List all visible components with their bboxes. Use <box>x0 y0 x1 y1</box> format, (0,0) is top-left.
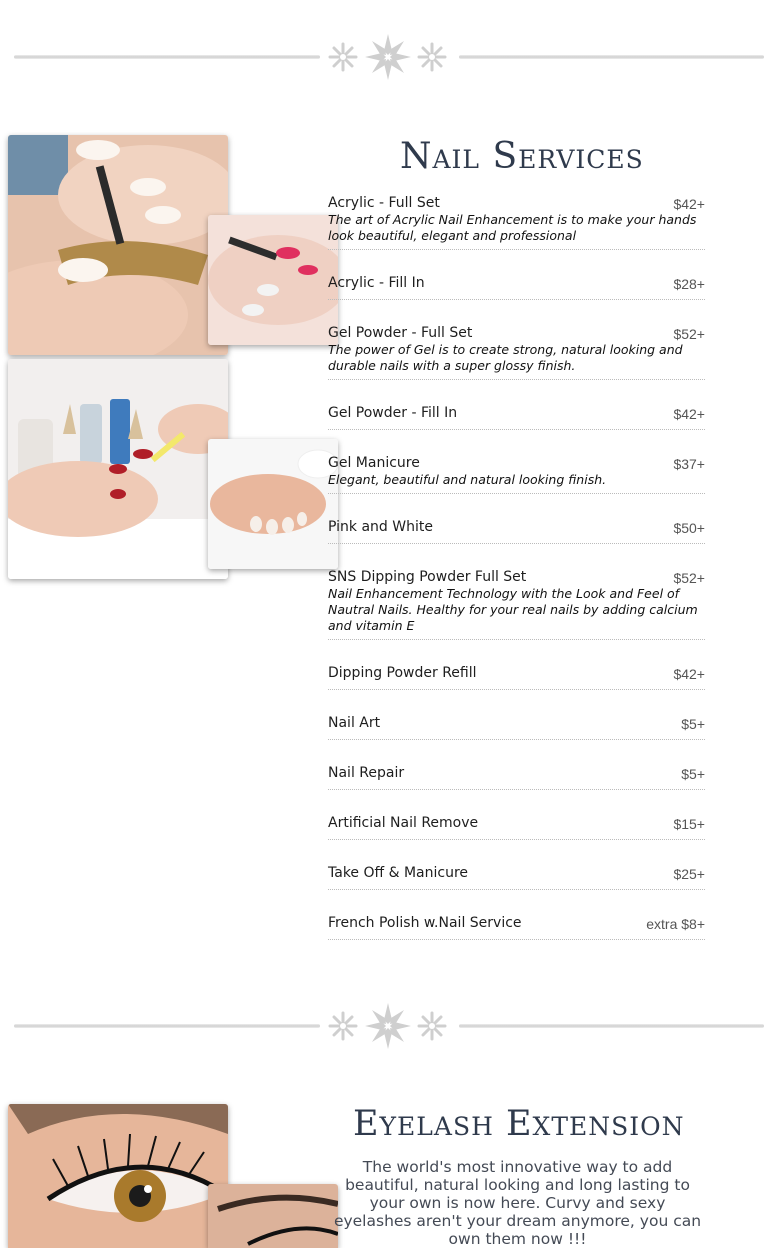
service-item <box>328 380 705 430</box>
service-name: Take Off & Manicure <box>328 865 469 881</box>
service-price: $50+ <box>673 520 705 536</box>
service-name: Artificial Nail Remove <box>328 815 479 831</box>
nail-photo-red-manicure <box>8 359 228 579</box>
divider-line-right <box>459 55 764 59</box>
service-price: $5+ <box>681 716 705 732</box>
divider-line-left <box>14 1024 320 1028</box>
service-name: Gel Powder - Fill In <box>328 405 458 421</box>
service-price: extra $8+ <box>646 916 705 932</box>
section-divider-top <box>0 32 770 82</box>
service-item <box>328 250 705 300</box>
service-price: $15+ <box>673 816 705 832</box>
nail-photo-french-manicure <box>208 439 338 569</box>
service-price: $52+ <box>673 570 705 586</box>
nail-photo-acrylic-application <box>8 135 228 355</box>
service-item <box>328 690 705 740</box>
service-description: Nail Enhancement Technology with the Look and Feel of Nautral Nails. Healthy for your real nails by adding calcium and vitamin E <box>328 586 698 633</box>
eyelash-extension-title: Eyelash Extension <box>353 1104 685 1144</box>
service-description: The power of Gel is to create strong, natural looking and durable nails with a super glossy finish. <box>328 342 683 373</box>
snowflake-large-icon <box>364 1002 412 1050</box>
service-price: $25+ <box>673 866 705 882</box>
section-divider-eyelash <box>0 1001 770 1051</box>
snowflake-small-icon <box>327 1010 359 1042</box>
service-item <box>328 790 705 840</box>
service-name: Nail Art <box>328 715 381 731</box>
service-item <box>328 890 705 940</box>
service-description: Elegant, beautiful and natural looking finish. <box>328 472 607 487</box>
service-price: $42+ <box>673 666 705 682</box>
eyelash-extension-intro: The world's most innovative way to add beautiful, natural looking and long lasting to your own is now here. Curvy and sexy eyelashes aren't your dream anymore, you can own them now !!! <box>333 1158 702 1248</box>
service-price: $37+ <box>673 456 705 472</box>
service-item <box>328 544 705 640</box>
service-item <box>328 840 705 890</box>
service-name: SNS Dipping Powder Full Set <box>328 569 527 585</box>
nail-photo-pink-polish <box>208 215 338 345</box>
service-item <box>328 188 705 250</box>
snowflake-small-icon <box>416 41 448 73</box>
service-name: Acrylic - Fill In <box>328 275 425 291</box>
nail-services-menu <box>328 188 705 940</box>
service-name: Nail Repair <box>328 765 405 781</box>
service-price: $42+ <box>673 196 705 212</box>
service-item <box>328 740 705 790</box>
service-name: Gel Manicure <box>328 455 420 471</box>
eyelash-photo-closeup <box>8 1104 228 1248</box>
service-description: The art of Acrylic Nail Enhancement is to make your hands look beautiful, elegant and professional <box>328 212 697 243</box>
service-price: $28+ <box>673 276 705 292</box>
service-name: Dipping Powder Refill <box>328 665 477 681</box>
service-name: French Polish w.Nail Service <box>328 915 522 931</box>
service-price: $42+ <box>673 406 705 422</box>
service-name: Pink and White <box>328 519 433 535</box>
service-name: Gel Powder - Full Set <box>328 325 473 341</box>
snowflake-small-icon <box>327 41 359 73</box>
divider-line-right <box>459 1024 764 1028</box>
eyelash-photo-side <box>208 1184 338 1248</box>
nail-services-title: Nail Services <box>400 136 644 177</box>
snowflake-small-icon <box>416 1010 448 1042</box>
service-price: $52+ <box>673 326 705 342</box>
service-item <box>328 640 705 690</box>
service-name: Acrylic - Full Set <box>328 195 440 211</box>
service-item <box>328 300 705 380</box>
service-price: $5+ <box>681 766 705 782</box>
snowflake-large-icon <box>364 33 412 81</box>
service-item <box>328 494 705 544</box>
divider-line-left <box>14 55 320 59</box>
service-item <box>328 430 705 494</box>
